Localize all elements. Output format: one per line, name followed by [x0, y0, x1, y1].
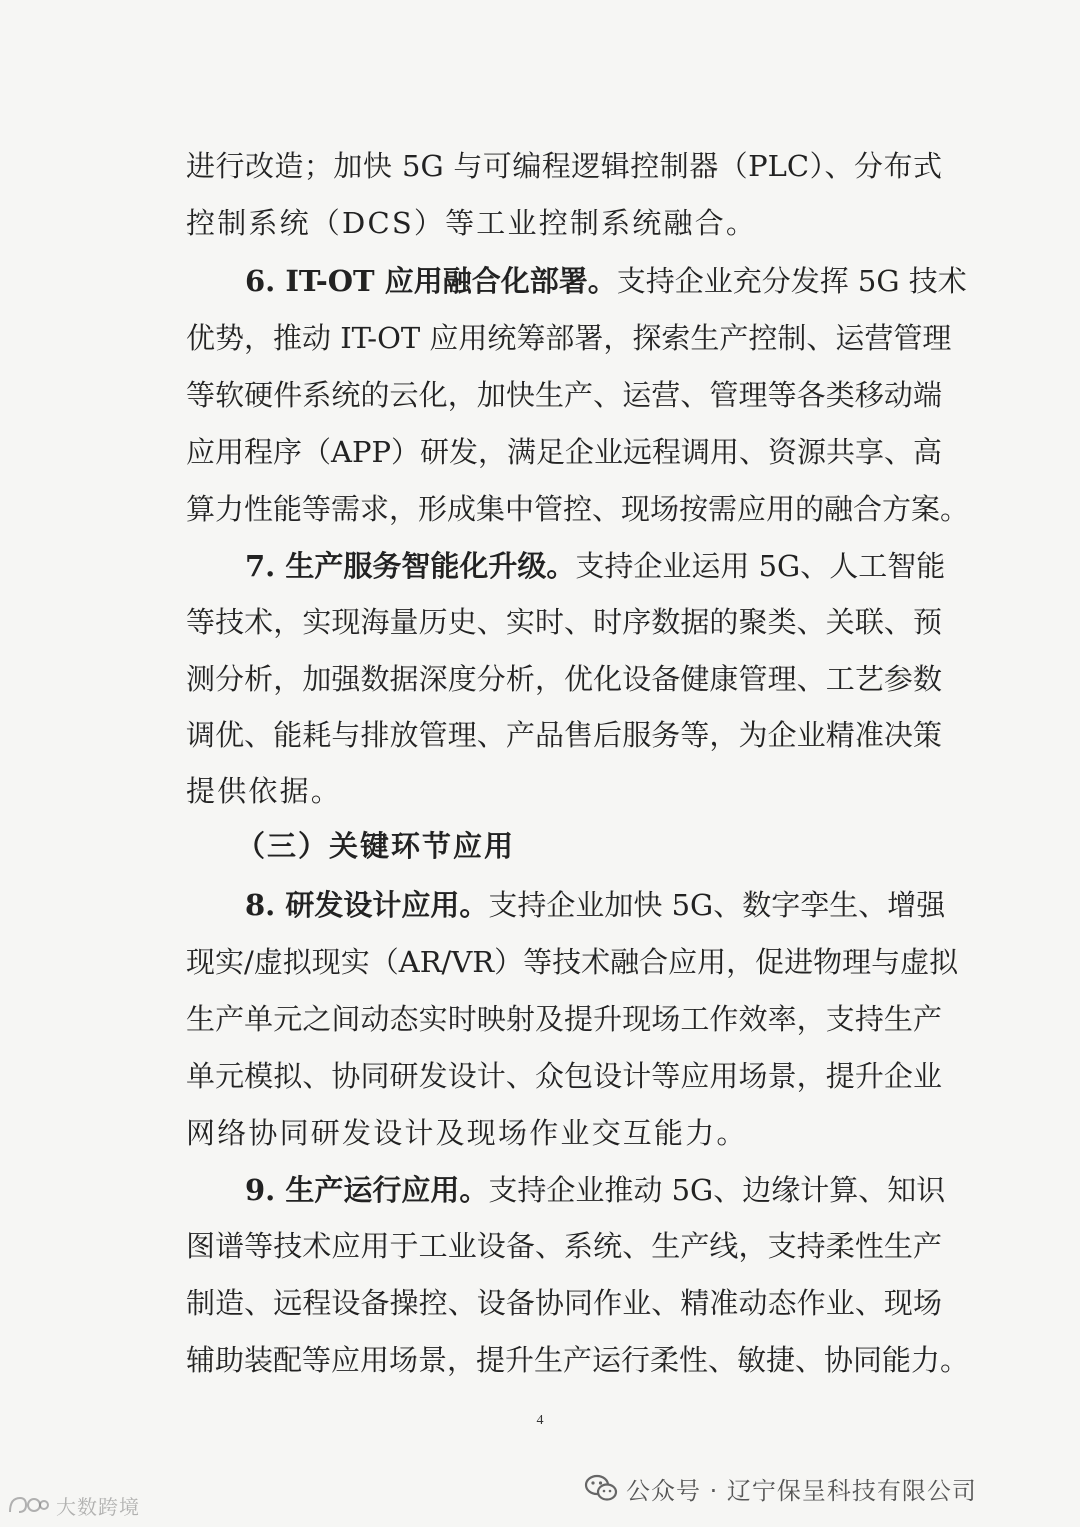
wechat-icon	[584, 1473, 618, 1503]
watermark	[6, 1490, 140, 1520]
paragraph-line: 进行改造；加快 5G 与可编程逻辑控制器（PLC）、分布式	[186, 149, 942, 183]
item-9-heading: 9. 生产运行应用。	[245, 1173, 489, 1207]
paragraph-line: 调优、能耗与排放管理、产品售后服务等，为企业精准决策	[186, 718, 942, 752]
paragraph-line: 等技术，实现海量历史、实时、时序数据的聚类、关联、预	[186, 605, 942, 639]
footer-brand-text: 公众号 · 辽宁保呈科技有限公司	[626, 1476, 977, 1505]
paragraph-line: 辅助装配等应用场景，提升生产运行柔性、敏捷、协同能力。	[186, 1343, 970, 1377]
paragraph-line: 现实/虚拟现实（AR/VR）等技术融合应用，促进物理与虚拟	[186, 945, 959, 979]
item-7-heading: 7. 生产服务智能化升级。	[245, 549, 576, 583]
item-8-first-line	[245, 885, 946, 925]
footer-brand[interactable]	[584, 1468, 977, 1508]
paragraph-line: 单元模拟、协同研发设计、众包设计等应用场景，提升企业	[186, 1059, 942, 1093]
item-8-lead: 支持企业加快 5G、数字孪生、增强	[488, 888, 946, 922]
paragraph-line: 生产单元之间动态实时映射及提升现场工作效率，支持生产	[186, 1002, 942, 1036]
item-6-heading: 6. IT-OT 应用融合化部署。	[245, 264, 617, 298]
item-8-heading: 8. 研发设计应用。	[245, 888, 489, 922]
item-9-lead: 支持企业推动 5G、边缘计算、知识	[488, 1173, 946, 1207]
item-9-first-line	[245, 1170, 946, 1210]
watermark-logo-icon	[6, 1492, 50, 1518]
watermark-text: 大数跨境	[56, 1494, 140, 1519]
item-7-lead: 支持企业运用 5G、人工智能	[575, 549, 946, 583]
paragraph-line: 等软硬件系统的云化，加快生产、运营、管理等各类移动端	[186, 378, 942, 412]
paragraph-line: 算力性能等需求，形成集中管控、现场按需应用的融合方案。	[186, 492, 970, 526]
paragraph-line: 网络协同研发设计及现场作业交互能力。	[186, 1116, 748, 1150]
item-6-lead: 支持企业充分发挥 5G 技术	[616, 264, 967, 298]
paragraph-line: 应用程序（APP）研发，满足企业远程调用、资源共享、高	[186, 435, 942, 469]
paragraph-line: 控制系统（DCS）等工业控制系统融合。	[186, 206, 758, 240]
paragraph-line: 优势，推动 IT-OT 应用统筹部署，探索生产控制、运营管理	[186, 321, 952, 355]
item-7-first-line	[245, 546, 946, 586]
page-number: 4	[536, 1413, 544, 1428]
paragraph-line: 制造、远程设备操控、设备协同作业、精准动态作业、现场	[186, 1286, 942, 1320]
paragraph-line: 测分析，加强数据深度分析，优化设备健康管理、工艺参数	[186, 662, 942, 696]
paragraph-line: 图谱等技术应用于工业设备、系统、生产线，支持柔性生产	[186, 1229, 942, 1263]
paragraph-line: 提供依据。	[186, 774, 343, 808]
section-heading: （三）关键环节应用	[236, 829, 516, 863]
item-6-first-line	[245, 261, 967, 301]
